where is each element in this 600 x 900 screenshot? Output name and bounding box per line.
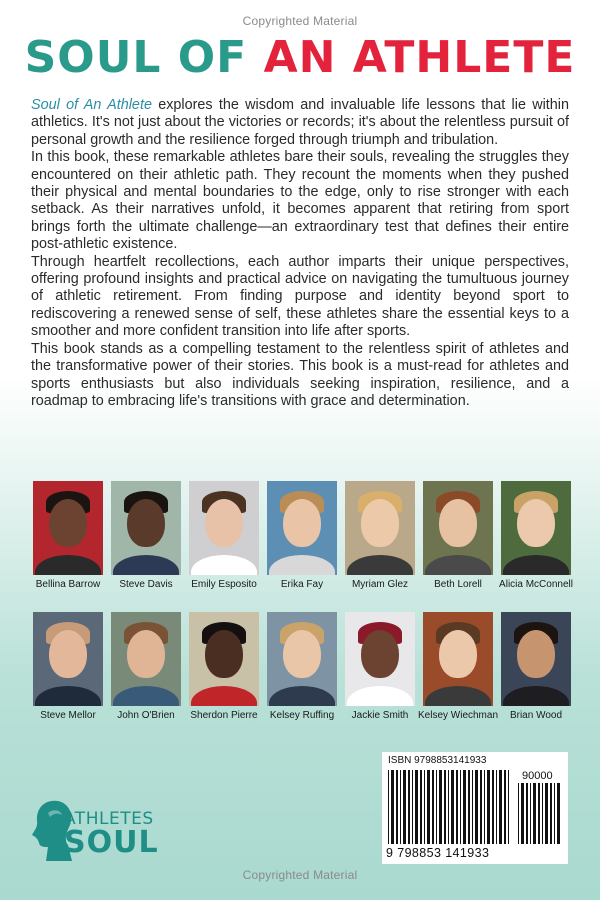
author-card	[32, 481, 104, 590]
athletes-soul-logo	[28, 795, 188, 865]
author-name: Myriam Glez	[351, 579, 409, 590]
addon-barcode	[518, 783, 562, 844]
author-card	[344, 612, 416, 721]
author-name: Jackie Smith	[351, 710, 409, 721]
logo-text-soul: SOUL	[64, 825, 159, 860]
author-photo	[501, 481, 571, 575]
book-title-italic: Soul of An Athlete	[31, 97, 152, 113]
author-card	[500, 612, 572, 721]
logo-text-athletes: ATHLETES	[64, 809, 154, 829]
authors-row-1	[32, 481, 572, 590]
author-name: Brian Wood	[509, 710, 563, 721]
title-part-2: AN ATHLETE	[263, 32, 576, 83]
author-photo	[33, 612, 103, 706]
author-name: Kelsey Ruffing	[269, 710, 335, 721]
main-barcode	[388, 770, 512, 844]
author-photo	[267, 481, 337, 575]
title-part-1: SOUL OF	[24, 32, 264, 83]
copyright-watermark-top: Copyrighted Material	[242, 14, 358, 28]
authors-row-2	[32, 612, 572, 721]
author-card	[417, 612, 499, 721]
description-paragraph-3: Through heartfelt recollections, each author imparts their unique perspectives, offering profound insights and practical advice on navigating the tumultuous journey of athletic retirement. From finding purpose and identity beyond sport to rediscovering a renewed sense of self, these athletes share the essential keys to a smoother and more confident transition into life after sports.	[31, 253, 569, 340]
author-name: Kelsey Wiechman	[417, 710, 499, 721]
author-name: Steve Davis	[119, 579, 173, 590]
author-photo	[345, 612, 415, 706]
author-card	[500, 481, 572, 590]
paragraph-1-text: explores the wisdom and invaluable life lessons that lie within athletics. It's not just about the victories or records; it's about the relentless pursuit of personal growth and the resilience forged through triumph and tribulation.	[31, 97, 570, 148]
author-card	[110, 481, 182, 590]
barcode-digits: 9 798853 141933	[386, 846, 490, 860]
author-photo	[423, 612, 493, 706]
price-code: 90000	[522, 770, 553, 782]
book-description	[31, 97, 569, 410]
author-card	[266, 612, 338, 721]
author-card	[344, 481, 416, 590]
copyright-watermark-bottom: Copyrighted Material	[242, 868, 358, 882]
author-card	[188, 481, 260, 590]
author-card	[32, 612, 104, 721]
author-name: Erika Fay	[280, 579, 324, 590]
author-name: Alicia McConnell	[499, 579, 573, 590]
isbn-label: ISBN 9798853141933	[388, 755, 487, 766]
author-card	[266, 481, 338, 590]
isbn-barcode-block	[382, 752, 568, 864]
author-name: Steve Mellor	[40, 710, 96, 721]
book-title	[0, 34, 600, 82]
author-photo	[345, 481, 415, 575]
author-photo	[189, 481, 259, 575]
author-name: Sherdon Pierre	[190, 710, 258, 721]
author-photo	[33, 481, 103, 575]
author-name: Beth Lorell	[434, 579, 482, 590]
author-photo	[111, 612, 181, 706]
author-photo	[267, 612, 337, 706]
author-photo	[501, 612, 571, 706]
description-paragraph-2: In this book, these remarkable athletes bare their souls, revealing the struggles they encountered on their athletic path. They recount the moments when they pushed their physical and mental boundaries to the edge, only to rise stronger with each setback. As their narratives unfold, it becomes apparent that retiring from sport brings forth the ultimate challenge—an extraordinary test that defines their entire post-athletic existence.	[31, 149, 569, 253]
author-photo	[189, 612, 259, 706]
author-name: John O'Brien	[117, 710, 175, 721]
author-card	[422, 481, 494, 590]
author-photo	[111, 481, 181, 575]
author-name: Bellina Barrow	[35, 579, 101, 590]
description-paragraph-1	[31, 97, 569, 149]
author-card	[110, 612, 182, 721]
author-card	[188, 612, 260, 721]
description-paragraph-4: This book stands as a compelling testament to the relentless spirit of athletes and the transformative power of their stories. This book is a must-read for athletes and sports enthusiasts but also individuals seeking inspiration, resilience, and a roadmap to embracing life's transitions with grace and determination.	[31, 340, 569, 409]
author-photo	[423, 481, 493, 575]
author-name: Emily Esposito	[191, 579, 257, 590]
